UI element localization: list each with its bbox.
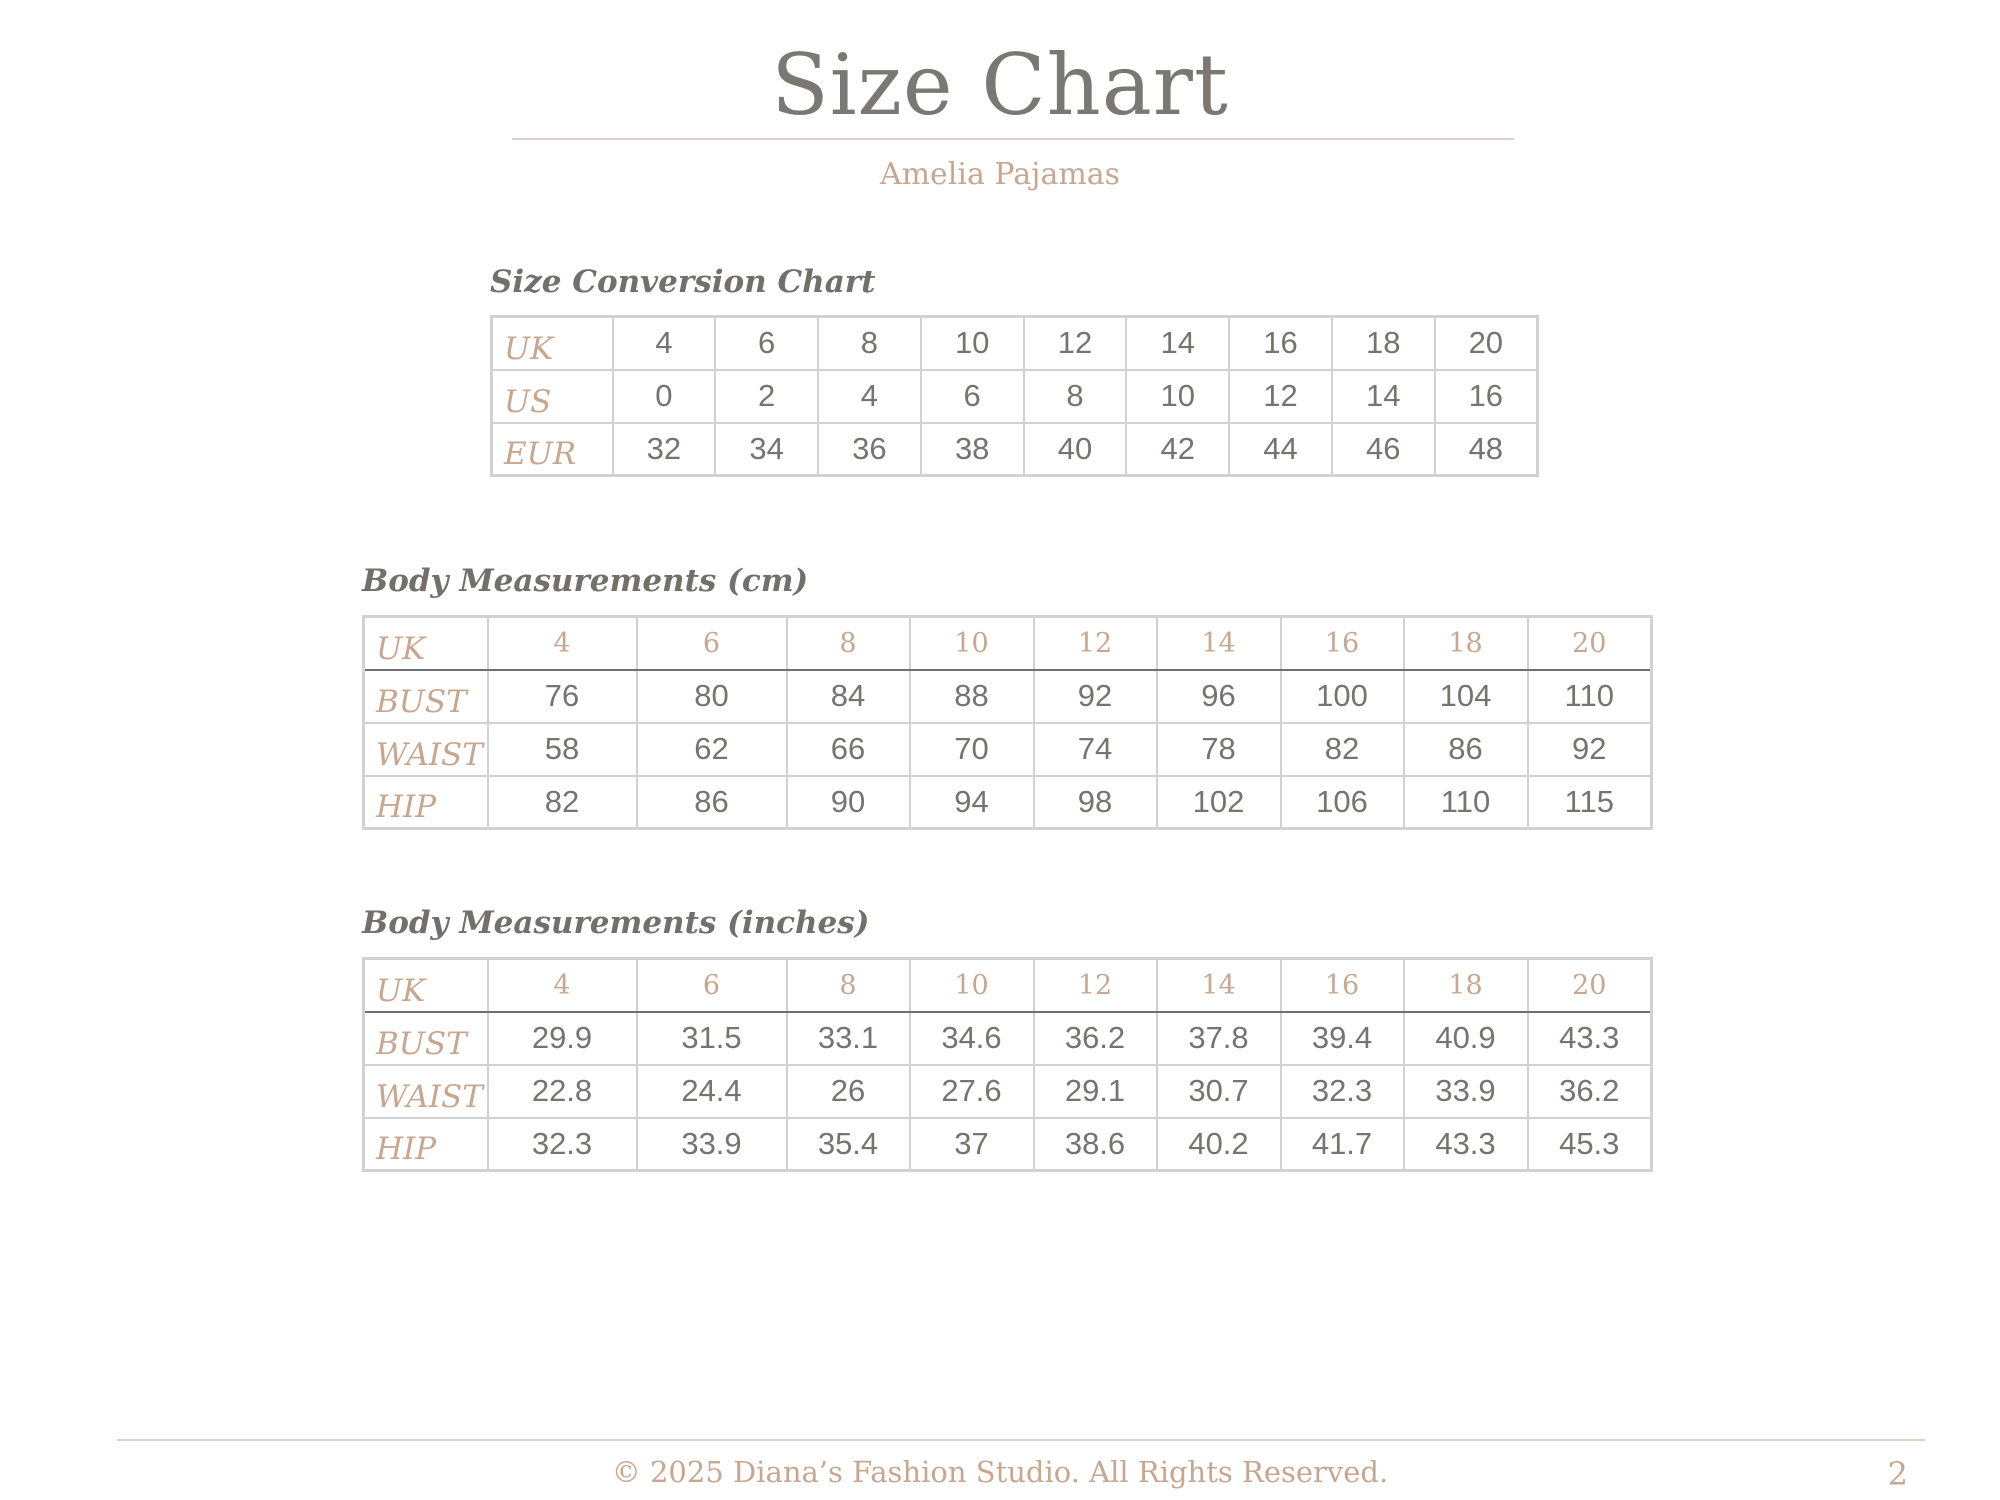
size-conversion-table <box>490 315 1539 477</box>
table-cell: 40.9 <box>1404 1012 1528 1065</box>
table-cell: 42 <box>1126 423 1229 476</box>
inch-measurements-title: Body Measurements (inches) <box>362 905 870 941</box>
table-cell: 94 <box>910 776 1034 829</box>
table-cell: 29.1 <box>1034 1065 1157 1118</box>
table-cell: 40.2 <box>1157 1118 1281 1171</box>
table-cell: 106 <box>1281 776 1404 829</box>
table-cell: 40 <box>1024 423 1127 476</box>
table-cell: 44 <box>1229 423 1332 476</box>
column-header: 10 <box>910 959 1034 1012</box>
table-cell: 43.3 <box>1528 1012 1652 1065</box>
table-cell: 98 <box>1034 776 1157 829</box>
table-cell: 66 <box>787 723 910 776</box>
table-cell: 88 <box>910 670 1034 723</box>
cm-measurements-title: Body Measurements (cm) <box>362 563 809 599</box>
row-label-us: US <box>492 370 613 423</box>
row-label-hip: HIP <box>364 1118 488 1171</box>
table-row <box>364 1118 1652 1171</box>
table-cell: 12 <box>1229 370 1332 423</box>
page-title: Size Chart <box>771 36 1229 134</box>
row-label-waist: WAIST <box>364 1065 488 1118</box>
table-cell: 8 <box>1024 370 1127 423</box>
table-cell: 102 <box>1157 776 1281 829</box>
table-cell: 6 <box>921 370 1024 423</box>
table-cell: 46 <box>1332 423 1435 476</box>
row-label-bust: BUST <box>364 1012 488 1065</box>
table-cell: 38.6 <box>1034 1118 1157 1171</box>
page-number: 2 <box>1887 1455 1908 1493</box>
table-cell: 78 <box>1157 723 1281 776</box>
table-header-row <box>364 617 1652 670</box>
table-cell: 30.7 <box>1157 1065 1281 1118</box>
table-cell: 26 <box>787 1065 910 1118</box>
column-header: 10 <box>910 617 1034 670</box>
column-header: 16 <box>1281 959 1404 1012</box>
footer-divider <box>117 1439 1925 1441</box>
table-cell: 36.2 <box>1034 1012 1157 1065</box>
body-measurements-cm-table <box>362 615 1653 830</box>
table-row <box>492 370 1538 423</box>
column-header: 8 <box>787 959 910 1012</box>
table-cell: 115 <box>1528 776 1652 829</box>
row-label-waist: WAIST <box>364 723 488 776</box>
table-row <box>364 723 1652 776</box>
table-cell: 100 <box>1281 670 1404 723</box>
table-cell: 35.4 <box>787 1118 910 1171</box>
table-cell: 70 <box>910 723 1034 776</box>
table-cell: 82 <box>488 776 637 829</box>
table-cell: 36 <box>818 423 921 476</box>
table-cell: 0 <box>613 370 716 423</box>
table-cell: 2 <box>715 370 818 423</box>
table-cell: 14 <box>1126 317 1229 370</box>
table-cell: 6 <box>715 317 818 370</box>
conversion-chart-title: Size Conversion Chart <box>490 264 876 300</box>
table-cell: 74 <box>1034 723 1157 776</box>
table-cell: 36.2 <box>1528 1065 1652 1118</box>
column-header: 4 <box>488 617 637 670</box>
column-header: 20 <box>1528 959 1652 1012</box>
table-cell: 29.9 <box>488 1012 637 1065</box>
table-cell: 31.5 <box>637 1012 787 1065</box>
column-header: 14 <box>1157 959 1281 1012</box>
table-cell: 12 <box>1024 317 1127 370</box>
table-cell: 27.6 <box>910 1065 1034 1118</box>
column-header: 12 <box>1034 959 1157 1012</box>
table-cell: 86 <box>1404 723 1528 776</box>
table-cell: 33.9 <box>637 1118 787 1171</box>
header-label-uk: UK <box>364 959 488 1012</box>
table-cell: 39.4 <box>1281 1012 1404 1065</box>
table-cell: 92 <box>1034 670 1157 723</box>
row-label-uk: UK <box>492 317 613 370</box>
table-row <box>492 423 1538 476</box>
table-cell: 20 <box>1435 317 1538 370</box>
column-header: 4 <box>488 959 637 1012</box>
column-header: 6 <box>637 959 787 1012</box>
column-header: 16 <box>1281 617 1404 670</box>
table-cell: 110 <box>1528 670 1652 723</box>
table-cell: 16 <box>1435 370 1538 423</box>
table-row <box>492 317 1538 370</box>
table-cell: 76 <box>488 670 637 723</box>
column-header: 12 <box>1034 617 1157 670</box>
table-cell: 90 <box>787 776 910 829</box>
table-header-row <box>364 959 1652 1012</box>
table-cell: 33.9 <box>1404 1065 1528 1118</box>
table-cell: 4 <box>818 370 921 423</box>
table-cell: 82 <box>1281 723 1404 776</box>
table-cell: 37.8 <box>1157 1012 1281 1065</box>
table-cell: 43.3 <box>1404 1118 1528 1171</box>
table-cell: 18 <box>1332 317 1435 370</box>
table-cell: 86 <box>637 776 787 829</box>
column-header: 20 <box>1528 617 1652 670</box>
page-subtitle: Amelia Pajamas <box>879 157 1121 192</box>
column-header: 6 <box>637 617 787 670</box>
column-header: 8 <box>787 617 910 670</box>
table-cell: 8 <box>818 317 921 370</box>
table-row <box>364 1065 1652 1118</box>
table-cell: 62 <box>637 723 787 776</box>
row-label-hip: HIP <box>364 776 488 829</box>
table-cell: 10 <box>921 317 1024 370</box>
table-cell: 10 <box>1126 370 1229 423</box>
table-cell: 22.8 <box>488 1065 637 1118</box>
copyright-footer: © 2025 Diana’s Fashion Studio. All Rights Reserved. <box>611 1455 1389 1489</box>
table-cell: 41.7 <box>1281 1118 1404 1171</box>
table-row <box>364 1012 1652 1065</box>
table-cell: 84 <box>787 670 910 723</box>
table-cell: 34.6 <box>910 1012 1034 1065</box>
table-row <box>364 776 1652 829</box>
table-cell: 34 <box>715 423 818 476</box>
table-cell: 96 <box>1157 670 1281 723</box>
column-header: 14 <box>1157 617 1281 670</box>
column-header: 18 <box>1404 617 1528 670</box>
table-cell: 48 <box>1435 423 1538 476</box>
table-cell: 37 <box>910 1118 1034 1171</box>
table-cell: 4 <box>613 317 716 370</box>
table-cell: 58 <box>488 723 637 776</box>
table-cell: 14 <box>1332 370 1435 423</box>
header-label-uk: UK <box>364 617 488 670</box>
body-measurements-inches-table <box>362 957 1653 1172</box>
table-cell: 45.3 <box>1528 1118 1652 1171</box>
table-cell: 32 <box>613 423 716 476</box>
table-cell: 24.4 <box>637 1065 787 1118</box>
column-header: 18 <box>1404 959 1528 1012</box>
table-cell: 80 <box>637 670 787 723</box>
table-row <box>364 670 1652 723</box>
table-cell: 92 <box>1528 723 1652 776</box>
table-cell: 16 <box>1229 317 1332 370</box>
table-cell: 110 <box>1404 776 1528 829</box>
table-cell: 38 <box>921 423 1024 476</box>
table-cell: 33.1 <box>787 1012 910 1065</box>
table-cell: 32.3 <box>1281 1065 1404 1118</box>
row-label-eur: EUR <box>492 423 613 476</box>
title-divider <box>512 138 1514 140</box>
row-label-bust: BUST <box>364 670 488 723</box>
table-cell: 104 <box>1404 670 1528 723</box>
table-cell: 32.3 <box>488 1118 637 1171</box>
